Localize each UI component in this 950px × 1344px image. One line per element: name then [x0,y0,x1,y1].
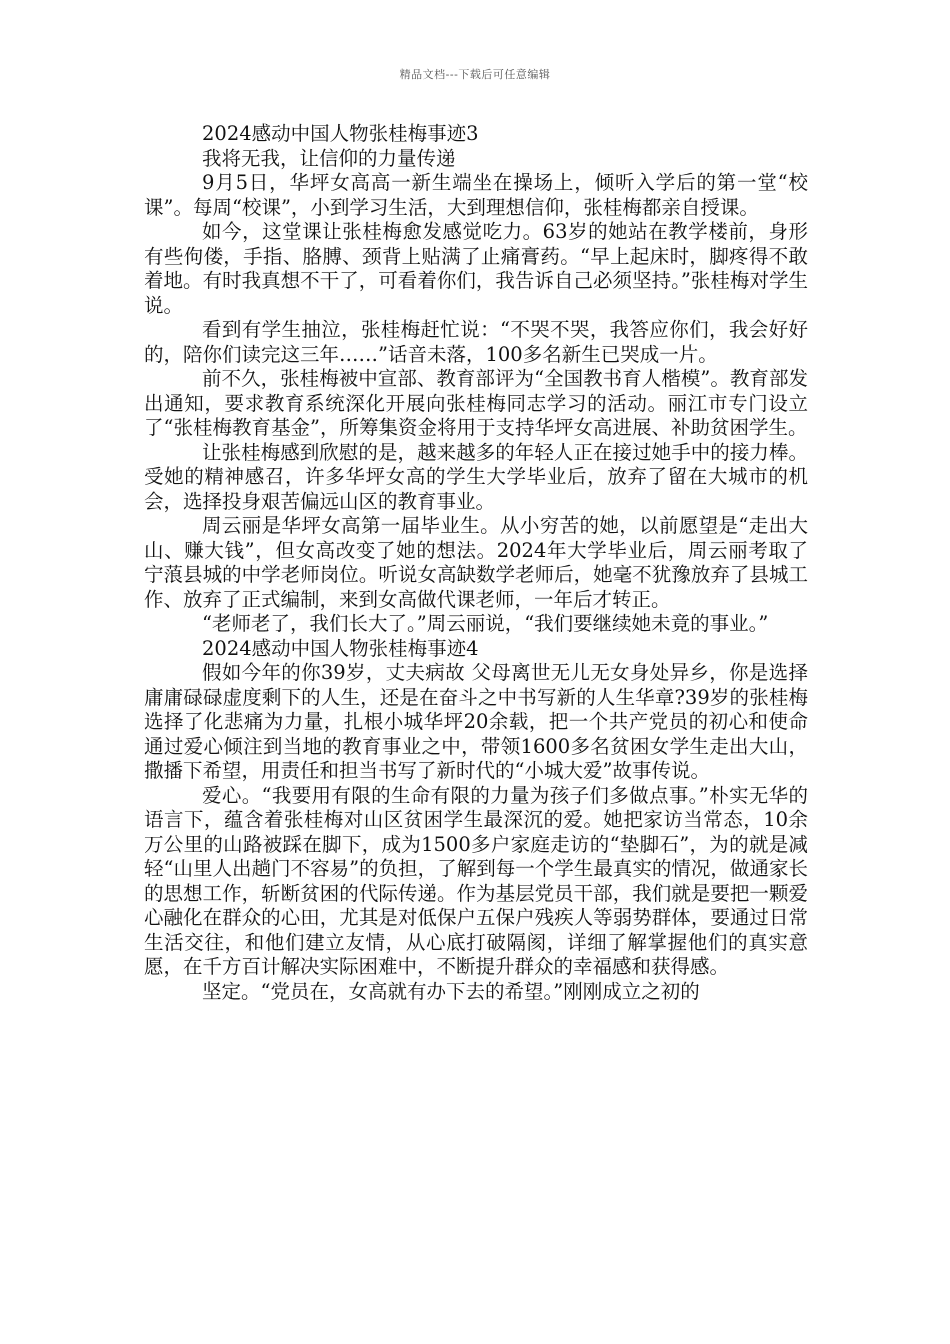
paragraph: 坚定。“党员在，女高就有办下去的希望。”刚刚成立之初的 [202,979,700,1003]
document-body [144,122,808,1004]
section-title-4: 2024感动中国人物张桂梅事迹4 [202,636,479,660]
paragraph: 周云丽是华坪女高第一届毕业生。从小穷苦的她，以前愿望是“走出大山、赚大钱”，但女高改变了她的想法。2024年大学毕业后，周云丽考取了宁蒗县城的中学老师岗位。听说女高缺数学老师后，她毫不犹豫放弃了县城工作、放弃了正式编制，来到女高做代课老师，一年后才转正。 [144,514,808,611]
paragraph: 爱心。“我要用有限的生命有限的力量为孩子们多做点事。”朴实无华的语言下，蕴含着张桂梅对山区贫困学生最深沉的爱。她把家访当常态，10余万公里的山路被踩在脚下，成为1500多户家庭走访的“垫脚石”，为的就是减轻“山里人出趟门不容易”的负担，了解到每一个学生最真实的情况，做通家长的思想工作，斩断贫困的代际传递。作为基层党员干部，我们就是要把一颗爱心融化在群众的心田，尤其是对低保户五保户残疾人等弱势群体，要通过日常生活交往，和他们建立友情，从心底打破隔阂，详细了解掌握他们的真实意愿，在千方百计解决实际困难中，不断提升群众的幸福感和获得感。 [144,783,808,978]
section-title-3: 2024感动中国人物张桂梅事迹3 [202,122,479,145]
section-subtitle: 我将无我，让信仰的力量传递 [202,146,456,170]
paragraph: 如今，这堂课让张桂梅愈发感觉吃力。63岁的她站在教学楼前，身形有些佝偻，手指、胳膊、颈背上贴满了止痛膏药。“早上起床时，脚疼得不敢着地。有时我真想不干了，可看着你们，我告诉自己必须坚持。”张桂梅对学生说。 [144,220,808,317]
paragraph: “老师老了，我们长大了。”周云丽说，“我们要继续她未竟的事业。” [202,612,769,635]
paragraph: 看到有学生抽泣，张桂梅赶忙说：“不哭不哭，我答应你们，我会好好的，陪你们读完这三年……”话音未落，100多名新生已哭成一片。 [144,318,808,366]
paragraph: 前不久，张桂梅被中宣部、教育部评为“全国教书育人楷模”。教育部发出通知，要求教育系统深化开展向张桂梅同志学习的活动。丽江市专门设立了“张桂梅教育基金”，所筹集资金将用于支持华坪女高进展、补助贫困学生。 [144,367,808,439]
paragraph: 假如今年的你39岁，丈夫病故 父母离世无儿无女身处异乡，你是选择庸庸碌碌虚度剩下的人生，还是在奋斗之中书写新的人生华章?39岁的张桂梅选择了化悲痛为力量，扎根小城华坪20余载，把一个共产党员的初心和使命通过爱心倾注到当地的教育事业之中，带领1600多名贫困女学生走出大山，撒播下希望，用责任和担当书写了新时代的“小城大爱”故事传说。 [144,661,808,782]
paragraph: 9月5日，华坪女高高一新生端坐在操场上，倾听入学后的第一堂“校课”。每周“校课”，小到学习生活，大到理想信仰，张桂梅都亲自授课。 [144,171,808,219]
page-header: 精品文档---下载后可任意编辑 [399,68,551,81]
paragraph: 让张桂梅感到欣慰的是，越来越多的年轻人正在接过她手中的接力棒。受她的精神感召，许多华坪女高的学生大学毕业后，放弃了留在大城市的机会，选择投身艰苦偏远山区的教育事业。 [144,440,808,513]
